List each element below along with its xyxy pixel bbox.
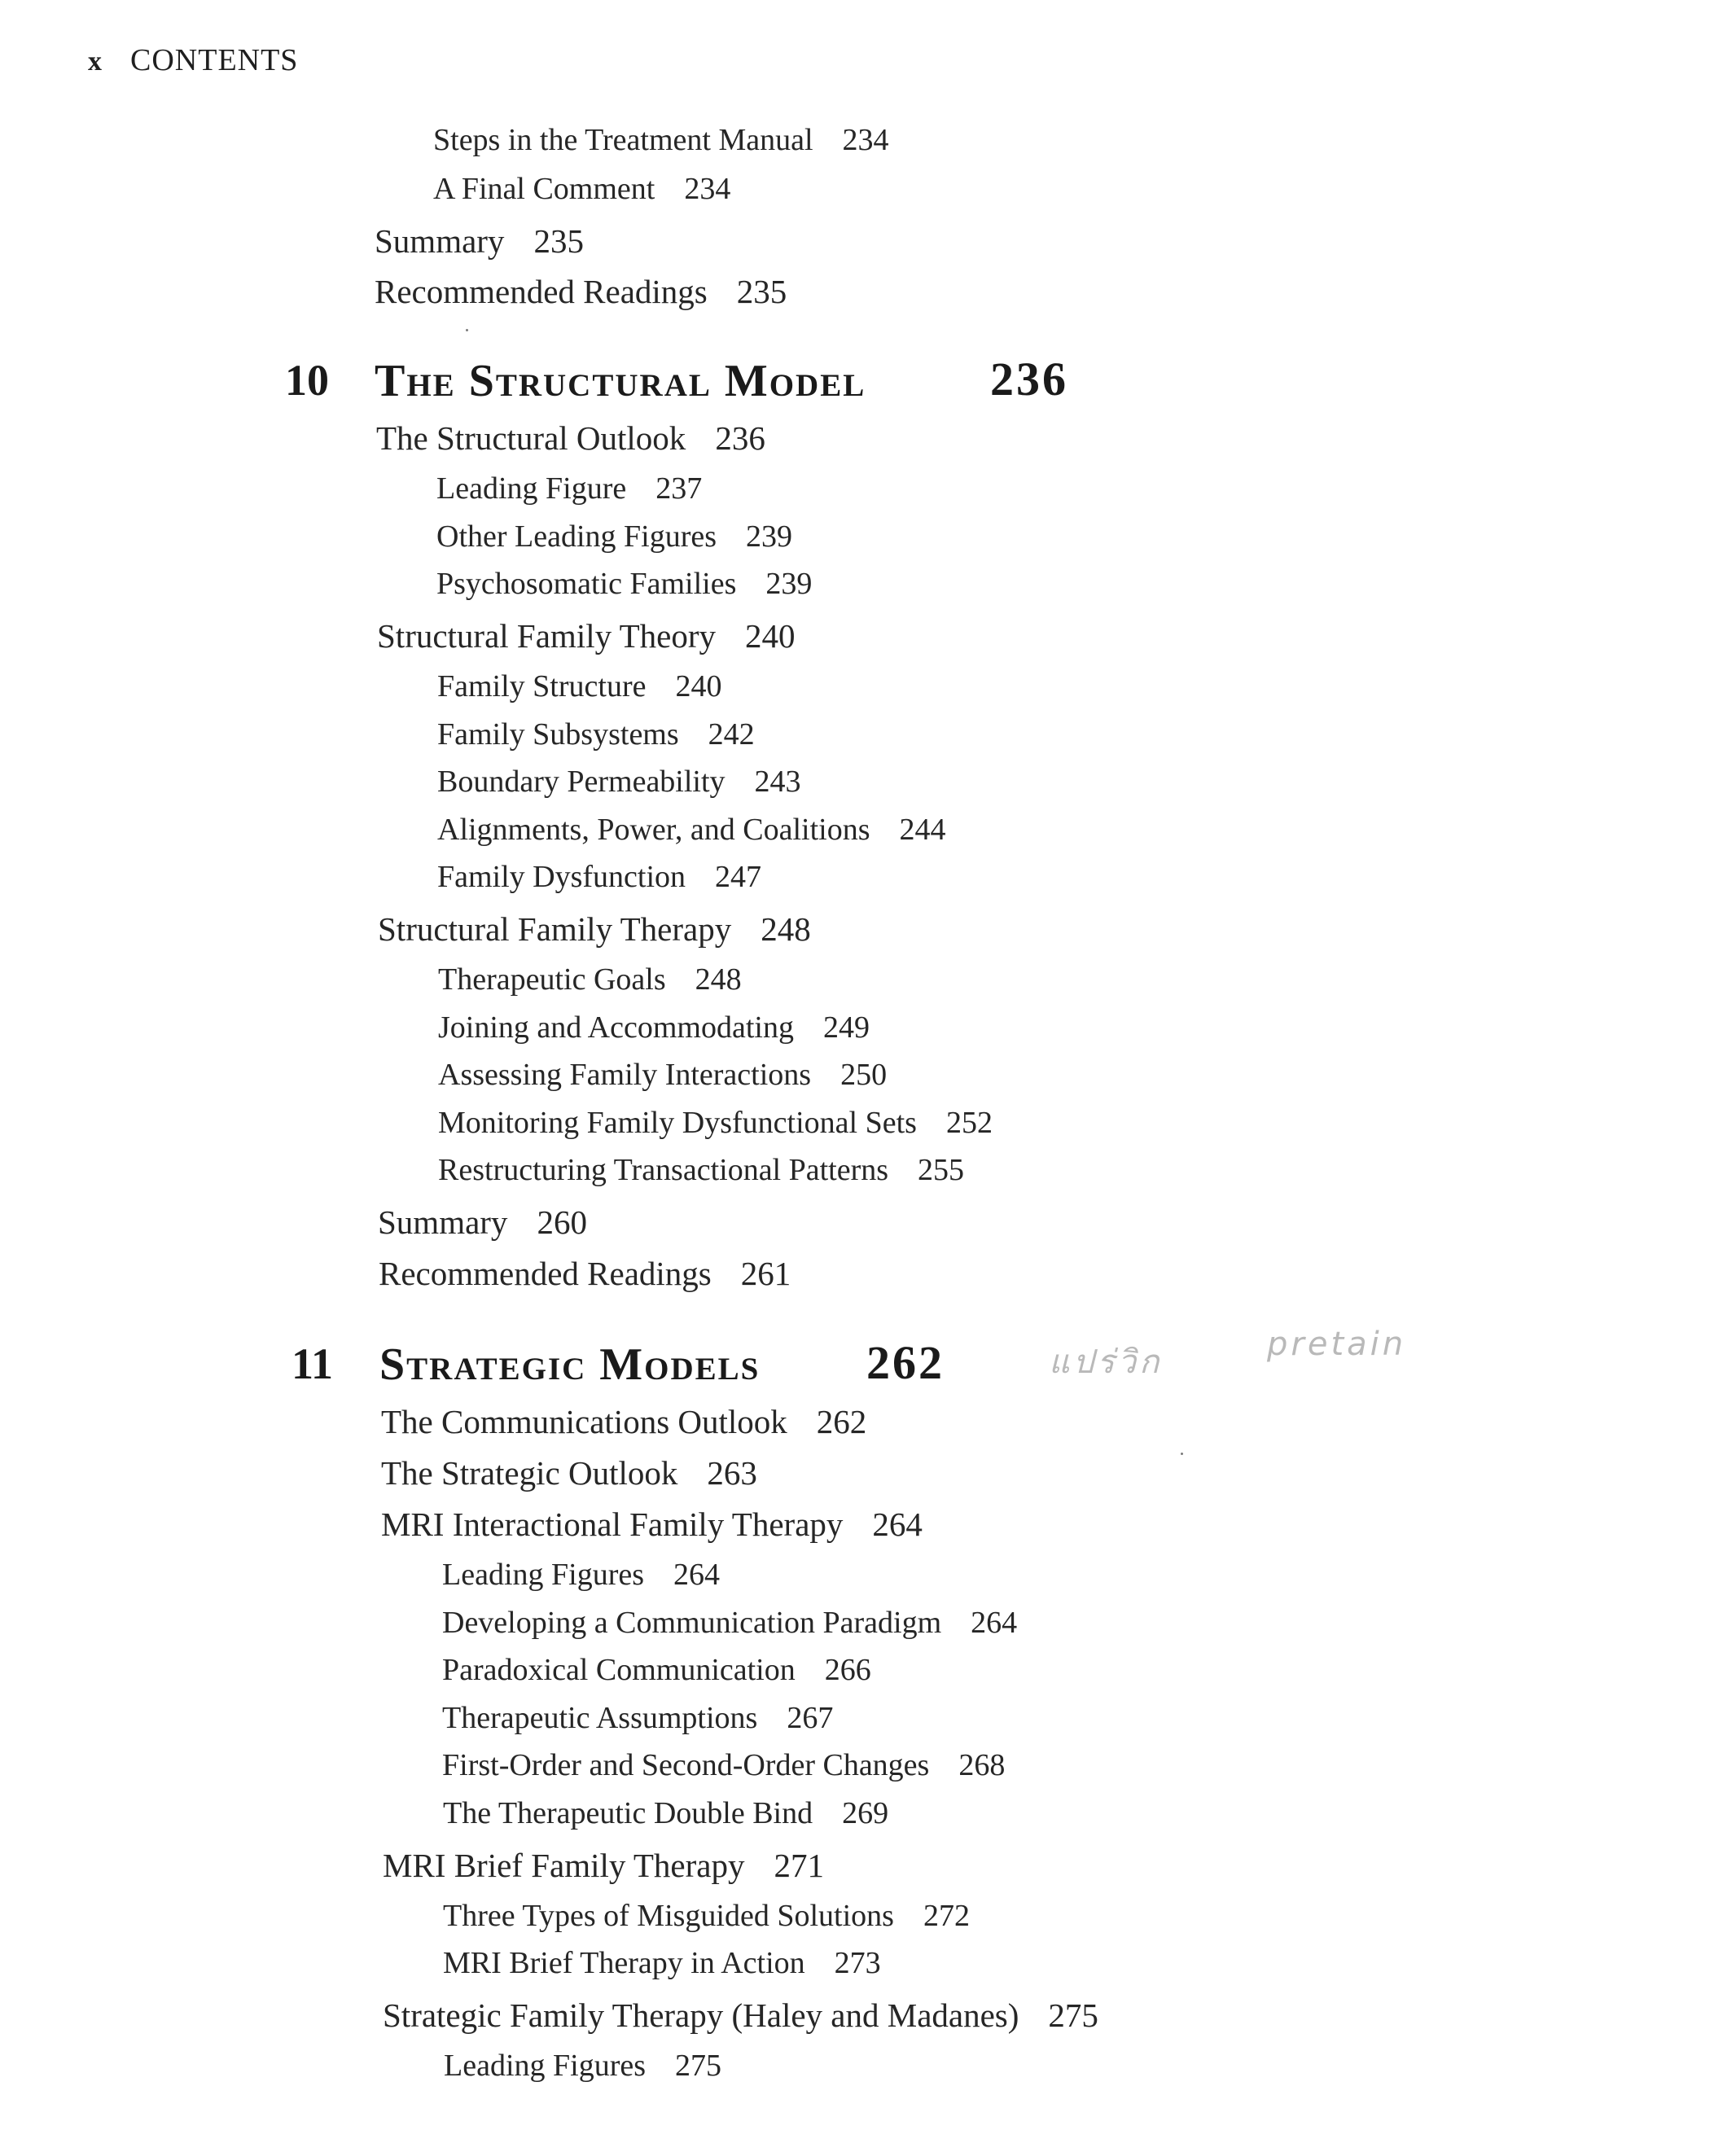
entry-title: Family Subsystems: [437, 717, 679, 752]
toc-entry: [381, 1453, 757, 1492]
entry-page-number: 263: [707, 1454, 757, 1492]
chapter-number: 11: [292, 1339, 334, 1388]
toc-entry: [375, 221, 584, 261]
toc-entry: [442, 1747, 1005, 1783]
entry-title: A Final Comment: [433, 172, 655, 206]
entry-page-number: 269: [842, 1795, 889, 1830]
entry-page-number: 249: [822, 1010, 870, 1045]
toc-entry: [442, 1605, 1017, 1641]
entry-title: MRI Brief Family Therapy: [383, 1846, 745, 1884]
entry-page-number: 242: [708, 717, 755, 752]
entry-title: Summary: [378, 1203, 508, 1241]
entry-title: The Structural Outlook: [376, 419, 686, 457]
entry-page-number: 268: [958, 1748, 1006, 1782]
toc-entry: [433, 171, 730, 207]
entry-title: Restructuring Transactional Patterns: [438, 1153, 889, 1187]
entry-page-number: 247: [715, 860, 762, 894]
toc-entry: [442, 1652, 871, 1688]
toc-entry: [381, 1505, 923, 1544]
entry-page-number: 264: [872, 1505, 923, 1543]
toc-entry: [443, 1945, 881, 1981]
entry-title: Structural Family Therapy: [378, 910, 732, 948]
entry-page-number: 239: [765, 567, 813, 601]
toc-entry: [378, 1203, 587, 1242]
entry-title: MRI Brief Therapy in Action: [443, 1946, 805, 1980]
scan-speck: [466, 329, 468, 331]
entry-title: Family Dysfunction: [437, 860, 686, 894]
entry-title: Leading Figures: [444, 2049, 647, 2083]
toc-entry: [381, 1402, 866, 1441]
toc-entry: [377, 616, 796, 655]
entry-page-number: 271: [774, 1846, 824, 1884]
entry-title: Developing a Communication Paradigm: [442, 1605, 942, 1640]
toc-entry: [438, 1152, 964, 1188]
chapter-number: 10: [285, 356, 329, 405]
entry-page-number: 260: [537, 1203, 587, 1241]
entry-page-number: 275: [1048, 1996, 1098, 2034]
toc-entry: [379, 1254, 791, 1293]
entry-page-number: 261: [740, 1255, 791, 1292]
toc-entry: [437, 764, 801, 800]
entry-title: Assessing Family Interactions: [438, 1058, 812, 1092]
entry-title: Leading Figure: [436, 471, 627, 506]
entry-title: Other Leading Figures: [436, 519, 717, 554]
entry-title: The Communications Outlook: [381, 1403, 787, 1440]
toc-entry: [443, 1795, 888, 1831]
toc-entry: [438, 1010, 870, 1045]
toc-entry: [383, 1996, 1098, 2035]
page-folio: x: [88, 46, 103, 77]
entry-page-number: 267: [787, 1700, 834, 1735]
entry-title: Boundary Permeability: [437, 765, 726, 799]
entry-title: Structural Family Theory: [377, 617, 717, 655]
entry-title: Steps in the Treatment Manual: [433, 123, 813, 157]
toc-entry: [438, 1105, 993, 1141]
entry-title: Joining and Accommodating: [438, 1010, 794, 1045]
entry-title: Recommended Readings: [379, 1255, 712, 1292]
toc-entry: [442, 1700, 833, 1736]
toc-entry: [437, 668, 721, 704]
entry-title: The Therapeutic Double Bind: [443, 1795, 813, 1830]
entry-page-number: 275: [675, 2049, 722, 2083]
toc-entry: [378, 909, 811, 949]
entry-title: Summary: [375, 222, 505, 260]
entry-page-number: 273: [834, 1946, 881, 1980]
entry-title: The Strategic Outlook: [381, 1454, 678, 1492]
toc-entry: [436, 471, 702, 506]
entry-page-number: 248: [761, 910, 811, 948]
handwritten-note: pretain: [1267, 1326, 1407, 1363]
entry-page-number: 240: [745, 617, 796, 655]
entry-title: Alignments, Power, and Coalitions: [437, 812, 870, 847]
entry-page-number: 266: [824, 1653, 871, 1687]
entry-page-number: 239: [746, 519, 793, 554]
toc-entry: [443, 1898, 970, 1934]
entry-page-number: 264: [673, 1558, 721, 1592]
running-head-title: CONTENTS: [130, 43, 299, 77]
toc-entry: [444, 2048, 721, 2084]
chapter-page-number: 236: [990, 353, 1068, 405]
toc-entry: [383, 1846, 824, 1885]
entry-page-number: 234: [842, 123, 889, 157]
toc-entry: [375, 272, 787, 311]
entry-title: Psychosomatic Families: [436, 567, 737, 601]
toc-entry: [438, 1057, 887, 1093]
toc-entry: [437, 812, 946, 848]
entry-title: Monitoring Family Dysfunctional Sets: [438, 1105, 917, 1140]
entry-title: Leading Figures: [442, 1558, 645, 1592]
chapter-title: The Structural Model: [375, 356, 866, 406]
entry-page-number: 236: [715, 419, 765, 457]
entry-title: Three Types of Misguided Solutions: [443, 1898, 894, 1933]
entry-title: Paradoxical Communication: [442, 1653, 796, 1687]
toc-entry: [438, 962, 742, 997]
entry-page-number: 250: [840, 1058, 888, 1092]
entry-title: MRI Interactional Family Therapy: [381, 1505, 844, 1543]
toc-entry: [436, 566, 812, 602]
chapter-title: Strategic Models: [379, 1339, 761, 1390]
entry-page-number: 243: [754, 765, 801, 799]
toc-entry: [437, 859, 761, 895]
chapter-page-number: 262: [866, 1336, 945, 1389]
entry-page-number: 237: [655, 471, 703, 506]
entry-title: First-Order and Second-Order Changes: [442, 1748, 930, 1782]
entry-page-number: 240: [675, 669, 722, 703]
entry-page-number: 262: [816, 1403, 867, 1440]
entry-title: Therapeutic Assumptions: [442, 1700, 758, 1735]
scan-speck: [1181, 1453, 1183, 1455]
entry-page-number: 264: [971, 1605, 1018, 1640]
toc-entry: [436, 519, 792, 554]
entry-title: Recommended Readings: [375, 273, 708, 310]
entry-page-number: 234: [684, 172, 731, 206]
toc-entry: [433, 122, 889, 158]
toc-entry: [437, 717, 755, 752]
handwritten-note: แปร่วิก: [1049, 1343, 1163, 1381]
entry-page-number: 255: [918, 1153, 965, 1187]
entry-page-number: 235: [736, 273, 787, 310]
entry-page-number: 235: [533, 222, 584, 260]
entry-page-number: 252: [945, 1105, 993, 1140]
entry-title: Family Structure: [437, 669, 647, 703]
toc-entry: [376, 419, 765, 458]
toc-entry: [442, 1557, 720, 1593]
entry-page-number: 272: [923, 1898, 970, 1933]
entry-page-number: 244: [899, 812, 946, 847]
entry-page-number: 248: [695, 962, 742, 997]
entry-title: Therapeutic Goals: [438, 962, 666, 997]
entry-title: Strategic Family Therapy (Haley and Madanes): [383, 1996, 1019, 2034]
